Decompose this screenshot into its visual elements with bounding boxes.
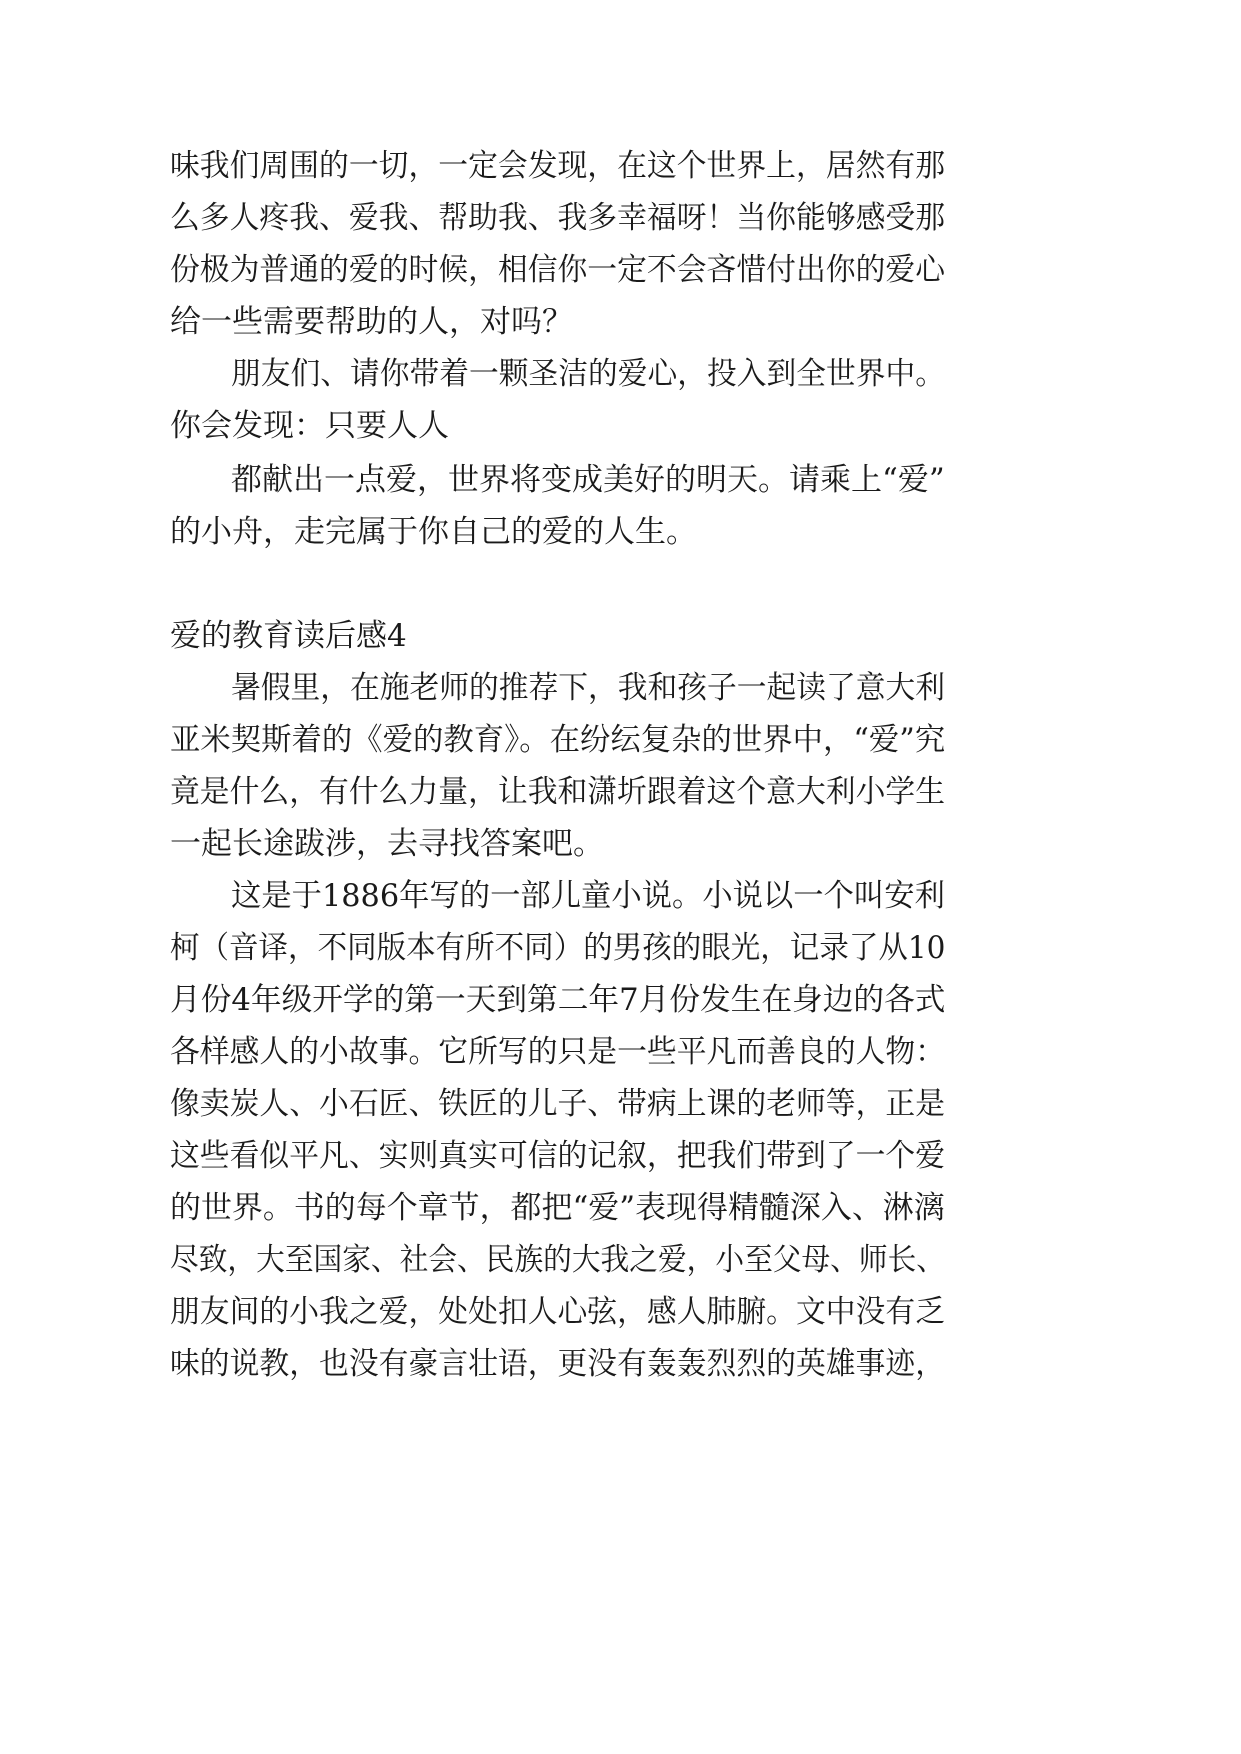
section-heading <box>0 606 1241 666</box>
text-line <box>0 292 1241 352</box>
text-line <box>0 1126 1241 1186</box>
text-line <box>0 502 1241 562</box>
line-text: 像卖炭人、小石匠、铁匠的儿子、带病上课的老师等，正是 <box>170 1086 945 1122</box>
text-line <box>0 918 1241 978</box>
line-text: 都献出一点爱，世界将变成美好的明天。请乘上“爱” <box>231 462 945 498</box>
line-text: 亚米契斯着的《爱的教育》。在纷纭复杂的世界中，“爱”究 <box>170 722 946 758</box>
line-text: 月份4年级开学的第一天到第二年7月份发生在身边的各式 <box>170 982 946 1018</box>
section-heading-text: 爱的教育读后感4 <box>170 618 407 654</box>
text-line <box>0 970 1241 1030</box>
text-line <box>0 866 1241 926</box>
text-line <box>0 762 1241 822</box>
line-text: 朋友们、请你带着一颗圣洁的爱心，投入到全世界中。 <box>231 356 945 392</box>
line-text: 这些看似平凡、实则真实可信的记叙，把我们带到了一个爱 <box>170 1138 945 1174</box>
text-line <box>0 1230 1241 1290</box>
text-line <box>0 188 1241 248</box>
line-text: 这是于1886年写的一部儿童小说。小说以一个叫安利 <box>231 878 945 914</box>
line-text: 份极为普通的爱的时候，相信你一定不会吝惜付出你的爱心 <box>170 252 945 288</box>
text-line <box>0 240 1241 300</box>
line-text: 的小舟，走完属于你自己的爱的人生。 <box>170 514 697 550</box>
text-line <box>0 1282 1241 1342</box>
text-line <box>0 1074 1241 1134</box>
line-text: 一起长途跋涉，去寻找答案吧。 <box>170 826 604 862</box>
line-text: 各样感人的小故事。它所写的只是一些平凡而善良的人物： <box>170 1034 945 1070</box>
text-line <box>0 136 1241 196</box>
text-line <box>0 1178 1241 1238</box>
text-line <box>0 658 1241 718</box>
line-text: 暑假里，在施老师的推荐下，我和孩子一起读了意大利 <box>231 670 945 706</box>
text-line <box>0 1334 1241 1394</box>
text-line <box>0 344 1241 404</box>
text-line <box>0 710 1241 770</box>
text-line <box>0 814 1241 874</box>
line-text: 的世界。书的每个章节，都把“爱”表现得精髓深入、淋漓 <box>170 1190 945 1226</box>
line-text: 竟是什么，有什么力量，让我和潇圻跟着这个意大利小学生 <box>170 774 945 810</box>
line-text: 朋友间的小我之爱，处处扣人心弦，感人肺腑。文中没有乏 <box>170 1294 945 1330</box>
line-text: 柯（音译，不同版本有所不同）的男孩的眼光，记录了从10 <box>170 930 946 966</box>
line-text: 你会发现：只要人人 <box>170 408 449 444</box>
line-text: 味的说教，也没有豪言壮语，更没有轰轰烈烈的英雄事迹， <box>170 1346 945 1382</box>
line-text: 给一些需要帮助的人，对吗？ <box>170 304 573 340</box>
text-line <box>0 396 1241 456</box>
text-line <box>0 1022 1241 1082</box>
line-text: 味我们周围的一切，一定会发现，在这个世界上，居然有那 <box>170 148 945 184</box>
line-text: 么多人疼我、爱我、帮助我、我多幸福呀！当你能够感受那 <box>170 200 945 236</box>
text-line <box>0 450 1241 510</box>
line-text: 尽致，大至国家、社会、民族的大我之爱，小至父母、师长、 <box>170 1242 945 1278</box>
